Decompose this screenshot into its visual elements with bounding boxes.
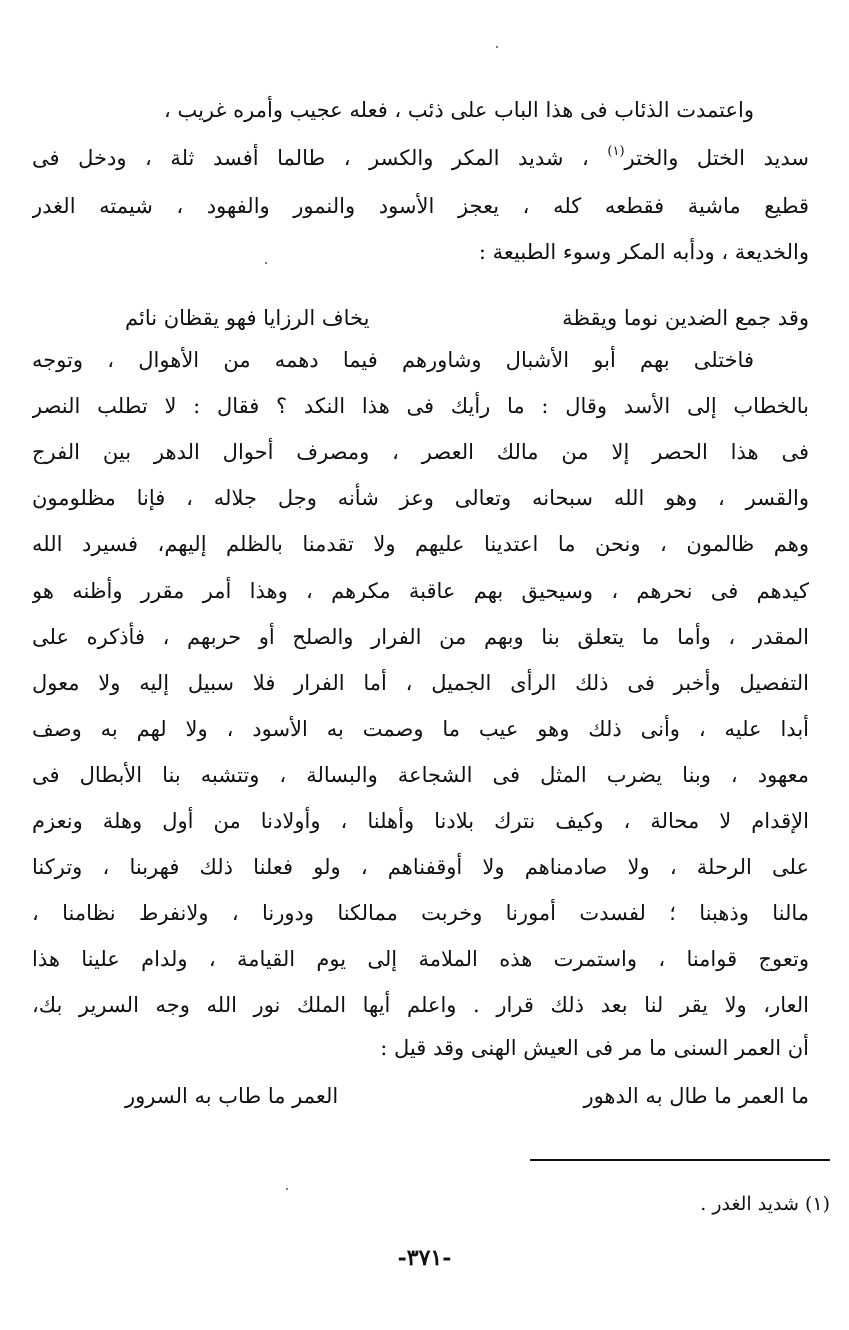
paragraph-2-line-6: كيدهم فى نحرهم ، وسيحيق بهم عاقبة مكرهم ، وهذا أمر مقرر وأظنه هو	[32, 579, 809, 603]
footnote-separator	[530, 1159, 830, 1161]
paragraph-1-line-1: واعتمدت الذئاب فى هذا الباب على ذئب ، فعله عجيب وأمره غريب ،	[164, 98, 754, 122]
paragraph-2-line-16: أن العمر السنى ما مر فى العيش الهنى وقد قيل :	[380, 1036, 809, 1060]
paragraph-2-line-12: على الرحلة ، ولا صادمناهم ولا أوقفناهم ، ولو فعلنا ذلك فهربنا ، وتركنا	[32, 855, 809, 879]
paragraph-1-line-3: قطيع ماشية فقطعه كله ، يعجز الأسود والنمور والفهود ، شيمته الغدر	[32, 194, 809, 218]
paragraph-2-line-1: فاختلى بهم أبو الأشبال وشاورهم فيما دهمه من الأهوال ، وتوجه	[32, 348, 754, 372]
scan-speck	[496, 46, 498, 48]
paragraph-2-line-9: أبدا عليه ، وأنى ذلك وهو عيب ما وصمت به الأسود ، ولا لهم به وصف	[32, 717, 809, 741]
paragraph-2-line-2: بالخطاب إلى الأسد وقال : ما رأيك فى هذا النكد ؟ فقال : لا تطلب النصر	[32, 394, 809, 418]
footnote-marker: (١)	[607, 144, 625, 159]
paragraph-2-line-14: وتعوج قوامنا ، واستمرت هذه الملامة إلى يوم القيامة ، ولدام علينا هذا	[32, 947, 809, 971]
paragraph-2-line-7: المقدر ، وأما ما يتعلق بنا وبهم من الفرار والصلح أو حربهم ، فأذكره على	[32, 625, 809, 649]
paragraph-1-line-2	[32, 138, 809, 178]
paragraph-1-line-2-end: ، شديد المكر والكسر ، طالما أفسد ثلة ، ودخل فى	[32, 146, 589, 170]
verse-1-right-hemistich: وقد جمع الضدين نوما ويقظة	[562, 306, 809, 330]
page-number: -٣٧١-	[397, 1245, 452, 1271]
verse-2-right-hemistich: ما العمر ما طال به الدهور	[583, 1084, 809, 1108]
verse-2-left-hemistich: العمر ما طاب به السرور	[125, 1084, 339, 1108]
scan-speck	[286, 1188, 288, 1190]
paragraph-1-line-4: والخديعة ، ودأبه المكر وسوء الطبيعة :	[478, 240, 809, 264]
scan-speck	[265, 262, 267, 264]
paragraph-2-line-11: الإقدام لا محالة ، وكيف نترك بلادنا وأهلنا ، وأولادنا من أول وهلة ونعزم	[32, 809, 809, 833]
paragraph-2-line-5: وهم ظالمون ، ونحن ما اعتدينا عليهم ولا تقدمنا بالظلم إليهم، فسيرد الله	[32, 532, 809, 556]
verse-1-left-hemistich: يخاف الرزايا فهو يقظان نائم	[125, 306, 370, 330]
paragraph-2-line-8: التفصيل وأخبر فى ذلك الرأى الجميل ، أما الفرار فلا سبيل إليه ولا معول	[32, 671, 809, 695]
footnote: (١) شديد الغدر .	[700, 1193, 830, 1215]
paragraph-2-line-13: مالنا وذهبنا ؛ لفسدت أمورنا وخربت ممالكنا ودورنا ، ولانفرط نظامنا ،	[32, 901, 809, 925]
paragraph-1-line-2-start: سديد الختل والختر	[624, 146, 809, 170]
paragraph-2-line-10: معهود ، وبنا يضرب المثل فى الشجاعة والبسالة ، وتتشبه بنا الأبطال فى	[32, 763, 809, 787]
paragraph-2-line-3: فى هذا الحصر إلا من مالك العصر ، ومصرف أحوال الدهر بين الفرج	[32, 440, 809, 464]
paragraph-2-line-15: العار، ولا يقر لنا بعد ذلك قرار . واعلم أيها الملك نور الله وجه السرير بك،	[32, 993, 809, 1017]
paragraph-2-line-4: والقسر ، وهو الله سبحانه وتعالى وعز شأنه وجل جلاله ، فإنا مظلومون	[32, 486, 809, 510]
